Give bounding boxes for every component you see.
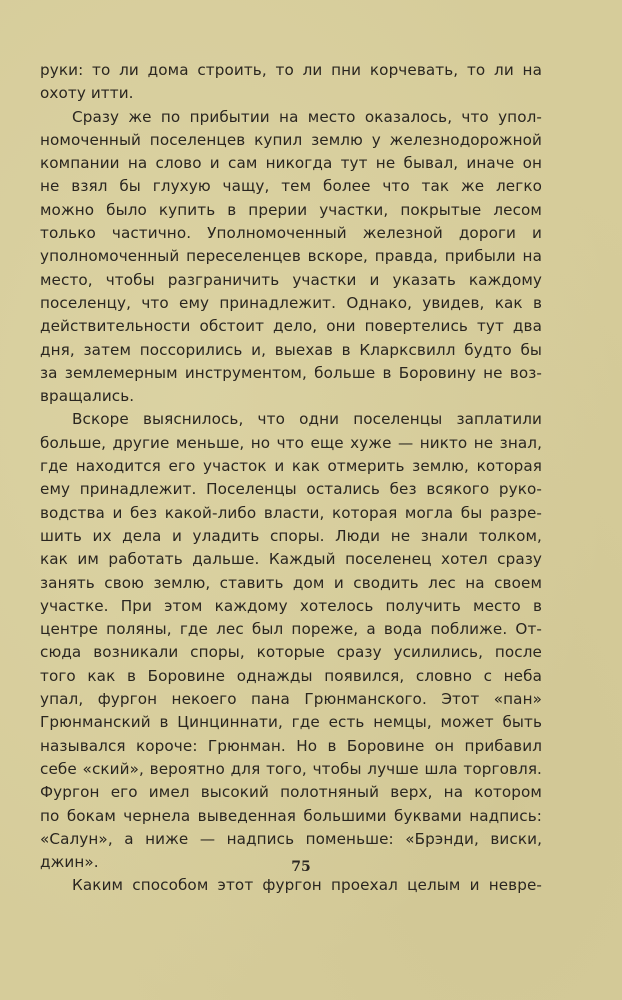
text-line: охоту итти. (40, 84, 134, 103)
paragraph (40, 106, 542, 409)
text-line: только частично. Уполномоченный железной дороги и (40, 224, 542, 243)
page-text (40, 59, 542, 898)
text-line: как им работать дальше. Каждый поселенец хотел сразу (40, 550, 542, 569)
text-line: дня, затем поссорились и, выехав в Кларксвилл будто бы (40, 340, 542, 359)
text-line: занять свою землю, ставить дом и сводить лес на своем (40, 573, 542, 592)
text-line: компании на слово и сам никогда тут не бывал, иначе он (40, 154, 542, 173)
text-line: упал, фургон некоего пана Грюнманского. Этот «пан» (40, 690, 542, 709)
text-line: Фургон его имел высокий полотняный верх, на котором (40, 783, 542, 802)
text-line: за землемерным инструментом, больше в Боровину не воз- (40, 363, 542, 382)
text-line: место, чтобы разграничить участки и указать каждому (40, 270, 542, 289)
page-number: 75 (291, 859, 311, 875)
text-line: того как в Боровине однажды появился, словно с неба (40, 666, 542, 685)
text-line: «Салун», а ниже — надпись поменьше: «Брэнди, виски, (40, 829, 542, 848)
text-line: сюда возникали споры, которые сразу усилились, после (40, 643, 542, 662)
text-line: Грюнманский в Цинциннати, где есть немцы, может быть (40, 713, 542, 732)
text-line: участке. При этом каждому хотелось получить место в (40, 596, 542, 615)
text-line: назывался короче: Грюнман. Но в Боровине он прибавил (40, 736, 542, 755)
paragraph (40, 874, 542, 897)
text-line: не взял бы глухую чащу, тем более что так же легко (40, 177, 542, 196)
text-line: поселенцу, что ему принадлежит. Однако, увидев, как в (40, 293, 542, 312)
text-line: действительности обстоит дело, они повертелись тут два (40, 317, 542, 336)
text-line: руки: то ли дома строить, то ли пни корчевать, то ли на (40, 61, 542, 79)
text-line: Вскоре выяснилось, что одни поселенцы заплатили (72, 410, 542, 429)
paragraph (40, 59, 542, 106)
text-line: Каким способом этот фургон проехал целым и невре- (72, 876, 542, 895)
text-line: шить их дела и уладить споры. Люди не знали толком, (40, 526, 542, 545)
text-line: Сразу же по прибытии на место оказалось, что упол- (72, 107, 542, 126)
text-line: центре поляны, где лес был пореже, а вода поближе. От- (40, 620, 542, 639)
text-line: можно было купить в прерии участки, покрытые лесом (40, 200, 542, 219)
text-line: по бокам чернела выведенная большими буквами надпись: (40, 806, 542, 825)
text-line: джин». (40, 853, 99, 872)
text-line: ему принадлежит. Поселенцы остались без всякого руко- (40, 480, 542, 499)
text-line: уполномоченный переселенцев вскоре, правда, прибыли на (40, 247, 542, 266)
text-line: вращались. (40, 387, 135, 406)
text-line: больше, другие меньше, но что еще хуже — никто не знал, (40, 433, 542, 452)
text-line: где находится его участок и как отмерить землю, которая (40, 457, 542, 476)
text-line: себе «ский», вероятно для того, чтобы лучше шла торговля. (40, 759, 542, 778)
text-line: номоченный поселенцев купил землю у железнодорожной (40, 130, 542, 149)
paragraph (40, 408, 542, 874)
text-line: водства и без какой-либо власти, которая могла бы разре- (40, 503, 542, 522)
